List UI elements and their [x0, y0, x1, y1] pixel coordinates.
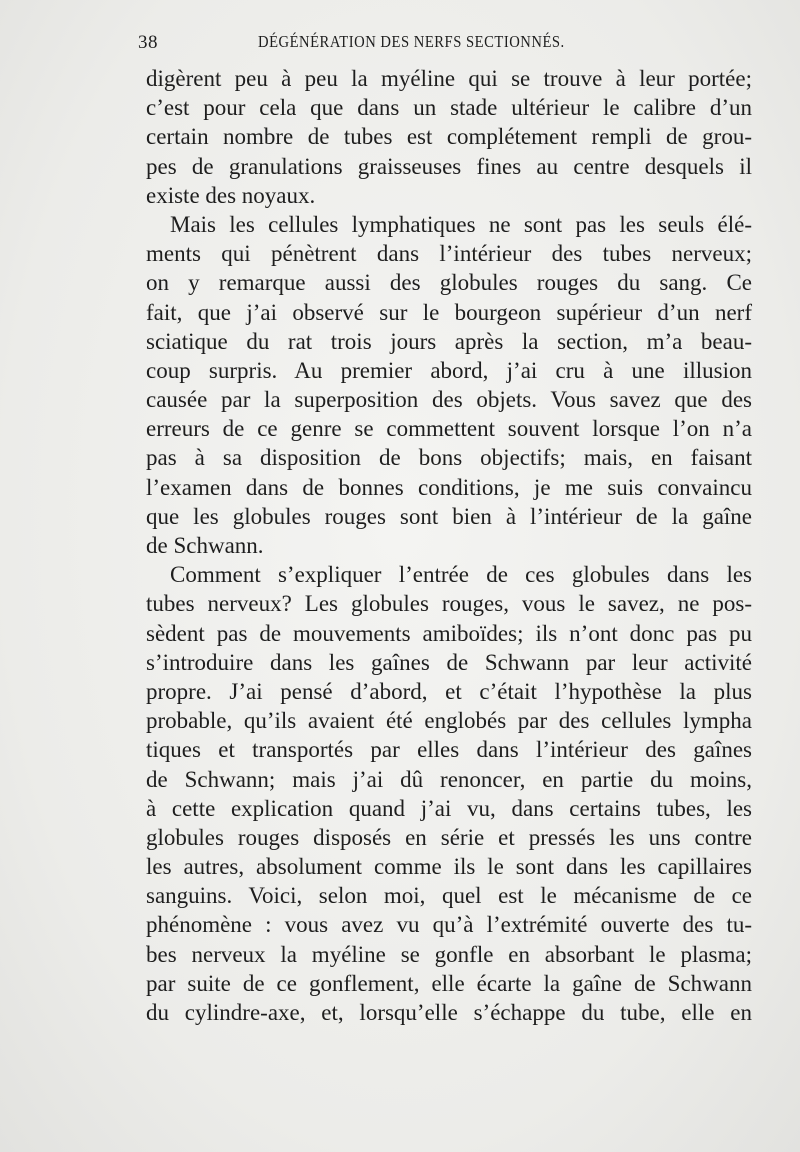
text-line: ments qui pénètrent dans l’intérieur des tubes nerveux;: [146, 241, 752, 267]
text-line: phénomène : vous avez vu qu’à l’extrémité ouverte des tu-: [146, 912, 752, 938]
text-line: les autres, absolument comme ils le sont dans les capillaires: [146, 854, 752, 880]
text-line: coup surpris. Au premier abord, j’ai cru à une illusion: [146, 357, 752, 383]
text-line: c’est pour cela que dans un stade ultérieur le calibre d’un: [146, 95, 752, 121]
body-text: [146, 64, 752, 1027]
text-line: certain nombre de tubes est complétement rempli de grou-: [146, 124, 752, 150]
text-line: Comment s’expliquer l’entrée de ces globules dans les: [170, 562, 752, 588]
text-line: causée par la superposition des objets. Vous savez que des: [146, 387, 752, 413]
page-number: 38: [138, 32, 158, 53]
text-line: pes de granulations graisseuses fines au centre desquels il: [146, 153, 752, 179]
text-line: sanguins. Voici, selon moi, quel est le mécanisme de ce: [146, 883, 752, 909]
text-line: sciatique du rat trois jours après la section, m’a beau-: [146, 328, 752, 354]
text-line: à cette explication quand j’ai vu, dans certains tubes, les: [146, 795, 752, 821]
text-line: l’examen dans de bonnes conditions, je me suis convaincu: [146, 474, 752, 500]
text-line: existe des noyaux.: [146, 182, 316, 208]
text-line: s’introduire dans les gaînes de Schwann par leur activité: [146, 649, 752, 675]
text-line: tubes nerveux? Les globules rouges, vous le savez, ne pos-: [146, 591, 752, 617]
page-header: [138, 32, 738, 56]
text-line: fait, que j’ai observé sur le bourgeon supérieur d’un nerf: [146, 299, 752, 325]
text-line: par suite de ce gonflement, elle écarte la gaîne de Schwann: [146, 970, 752, 996]
running-head: DÉGÉNÉRATION DES NERFS SECTIONNÉS.: [258, 32, 565, 51]
text-line: propre. J’ai pensé d’abord, et c’était l’hypothèse la plus: [146, 678, 752, 704]
text-line: pas à sa disposition de bons objectifs; mais, en faisant: [146, 445, 752, 471]
text-line: bes nerveux la myéline se gonfle en absorbant le plasma;: [146, 941, 752, 967]
text-line: de Schwann.: [146, 533, 264, 558]
text-line: tiques et transportés par elles dans l’intérieur des gaînes: [146, 737, 752, 763]
text-line: sèdent pas de mouvements amiboïdes; ils n’ont donc pas pu: [146, 620, 752, 646]
text-line: du cylindre-axe, et, lorsqu’elle s’échappe du tube, elle en: [146, 1000, 752, 1025]
text-line: globules rouges disposés en série et pressés les uns contre: [146, 824, 752, 850]
text-line: de Schwann; mais j’ai dû renoncer, en partie du moins,: [146, 766, 752, 792]
text-line: erreurs de ce genre se commettent souvent lorsque l’on n’a: [146, 416, 752, 442]
text-line: probable, qu’ils avaient été englobés par des cellules lympha: [146, 708, 752, 734]
text-line: que les globules rouges sont bien à l’intérieur de la gaîne: [146, 503, 752, 529]
text-line: on y remarque aussi des globules rouges du sang. Ce: [146, 270, 752, 296]
text-line: digèrent peu à peu la myéline qui se trouve à leur portée;: [146, 66, 752, 91]
text-line: Mais les cellules lymphatiques ne sont pas les seuls élé-: [170, 211, 752, 237]
